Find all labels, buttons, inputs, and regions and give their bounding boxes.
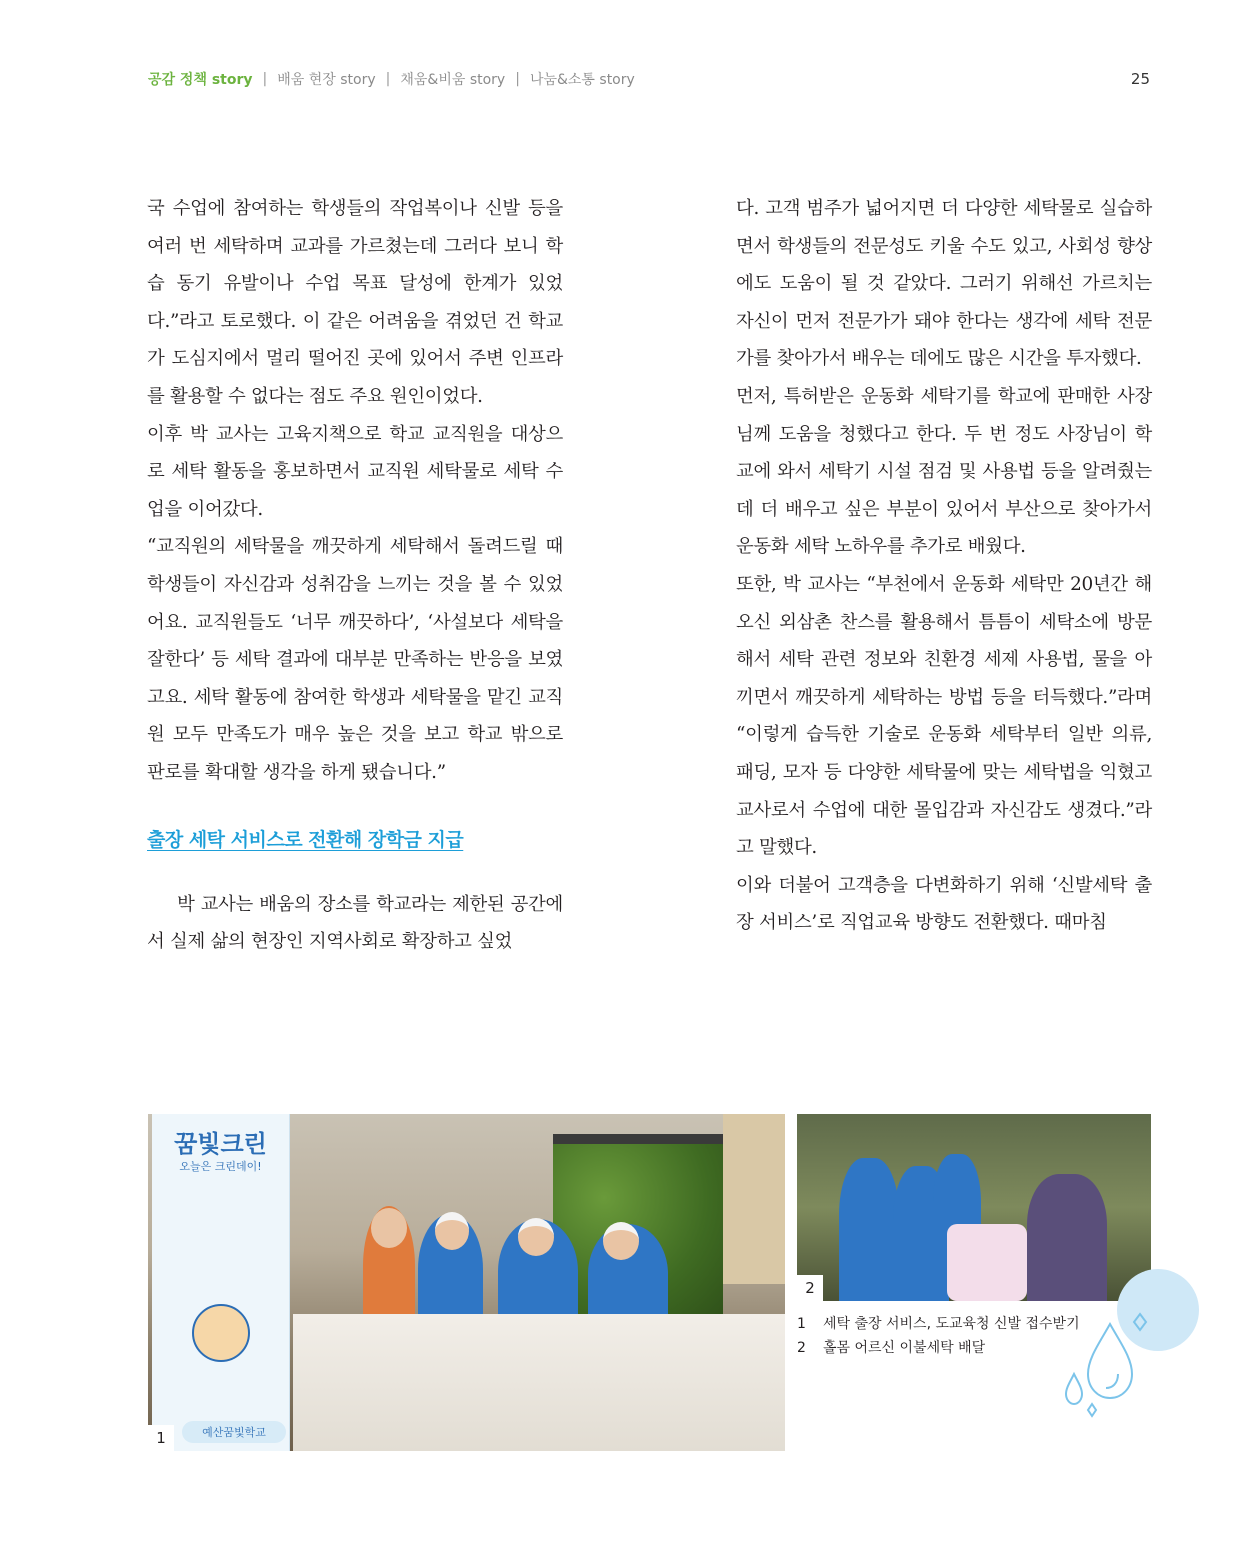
caption-text: 세탁 출장 서비스, 도교육청 신발 접수받기: [823, 1316, 1080, 1332]
body-paragraph: 이와 더불어 고객층을 다변화하기 위해 ‘신발세탁 출장 서비스’로 직업교육 방향도 전환했다. 때마침: [736, 874, 1152, 934]
person: [839, 1158, 899, 1301]
photo-number: 2: [797, 1275, 823, 1301]
banner-subtitle: 오늘은 크린데이!: [179, 1160, 262, 1173]
page-header: [148, 66, 1150, 92]
photo-captions: [797, 1312, 1080, 1360]
promo-banner: [152, 1114, 290, 1451]
subheading-text: 출장 세탁 서비스로 전환해 장학금 지급: [147, 828, 464, 851]
caption-item: [797, 1336, 1080, 1360]
header-separator: |: [385, 71, 391, 87]
body-paragraph: 다. 고객 범주가 넓어지면 더 다양한 세탁물로 실습하면서 학생들의 전문성도 키울 수도 있고, 사회성 향상에도 도움이 될 것 같았다. 그러기 위해선 가르치는 자신이 먼저 전문가가 돼야 한다는 생각에 세탁 전문가를 찾아가서 배우는 데에도 많은 시간을 투자했다.: [736, 198, 1152, 370]
banner-character: [192, 1304, 250, 1362]
table: [293, 1314, 785, 1451]
body-paragraph: 이후 박 교사는 고육지책으로 학교 교직원을 대상으로 세탁 활동을 홍보하면서 교직원 세탁물로 세탁 수업을 이어갔다.: [147, 423, 563, 520]
header-separator: |: [262, 71, 268, 87]
bookshelf: [723, 1114, 785, 1284]
section-tab-learning[interactable]: 배움 현장 story: [277, 72, 376, 88]
person-head: [518, 1218, 554, 1256]
left-column: [147, 190, 563, 961]
body-paragraph: 또한, 박 교사는 “부천에서 운동화 세탁만 20년간 해오신 외삼촌 찬스를 활용해서 틈틈이 세탁소에 방문해서 세탁 관련 정보와 친환경 세제 사용법, 물을 아끼면서 깨끗하게 세탁하는 방법 등을 터득했다.”라며 “이렇게 습득한 기술로 운동화 세탁부터 일반 의류, 패딩, 모자 등 다양한 세탁물에 맞는 세탁법을 익혔고 교사로서 수업에 대한 몰입감과 자신감도 생겼다.”라고 말했다.: [736, 573, 1152, 859]
caption-text: 홀몸 어르신 이불세탁 배달: [823, 1340, 986, 1356]
banner-footer: 예산꿈빛학교: [182, 1421, 286, 1443]
caption-number: 1: [797, 1316, 806, 1332]
body-paragraph: 국 수업에 참여하는 학생들의 작업복이나 신발 등을 여러 번 세탁하며 교과를 가르쳤는데 그러다 보니 학습 동기 유발이나 수업 목표 달성에 한계가 있었다.”라고 토로했다. 이 같은 어려움을 겪었던 건 학교가 도심지에서 멀리 떨어진 곳에 있어서 주변 인프라를 활용할 수 없다는 점도 주요 원인이었다.: [147, 198, 563, 407]
section-tab-sharing[interactable]: 나눔&소통 story: [529, 72, 635, 88]
right-column: [736, 190, 1152, 942]
body-paragraph: 먼저, 특허받은 운동화 세탁기를 학교에 판매한 사장님께 도움을 청했다고 한다. 두 번 정도 사장님이 학교에 와서 세탁기 시설 점검 및 사용법 등을 알려줬는데 더 배우고 싶은 부분이 있어서 부산으로 찾아가서 운동화 세탁 노하우를 추가로 배웠다.: [736, 385, 1152, 558]
section-tab-fill-empty[interactable]: 채움&비움 story: [400, 72, 506, 88]
banner-title: 꿈빛크린: [174, 1130, 267, 1158]
caption-item: [797, 1312, 1080, 1336]
header-separator: |: [515, 71, 520, 87]
section-tab-policy[interactable]: 공감 정책 story: [148, 72, 253, 88]
person-head: [603, 1222, 639, 1260]
person-head: [371, 1208, 407, 1248]
caption-number: 2: [797, 1340, 806, 1356]
person-head: [435, 1212, 469, 1250]
body-paragraph: 박 교사는 배움의 장소를 학교라는 제한된 공간에서 실제 삶의 현장인 지역사회로 확장하고 싶었: [147, 893, 563, 953]
blanket-bag: [947, 1224, 1027, 1301]
photo-number: 1: [148, 1425, 174, 1451]
body-paragraph: “교직원의 세탁물을 깨끗하게 세탁해서 돌려드릴 때 학생들이 자신감과 성취감을 느끼는 것을 볼 수 있었어요. 교직원들도 ‘너무 깨끗하다’, ‘사설보다 세탁을 잘한다’ 등 세탁 결과에 대부분 만족하는 반응을 보였고요. 세탁 활동에 참여한 학생과 세탁물을 맡긴 교직원 모두 만족도가 매우 높은 것을 보고 학교 밖으로 판로를 확대할 생각을 하게 됐습니다.”: [147, 536, 563, 783]
page-number: 25: [1130, 70, 1150, 88]
photo-laundry-booth: [148, 1114, 785, 1451]
section-subheading: [147, 825, 563, 855]
